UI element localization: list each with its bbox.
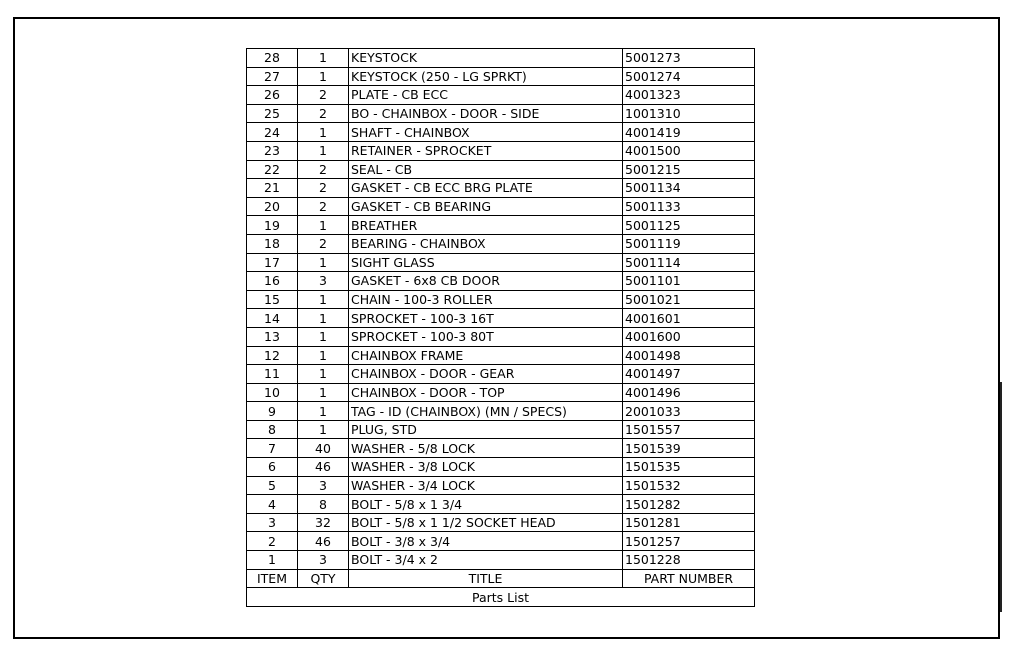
column-header-item: ITEM [247, 569, 298, 588]
cell-item: 19 [247, 216, 298, 235]
table-row [247, 49, 755, 68]
cell-item: 18 [247, 234, 298, 253]
cell-part-number: 5001125 [623, 216, 755, 235]
table-row [247, 476, 755, 495]
cell-part-number: 5001101 [623, 272, 755, 291]
table-row [247, 216, 755, 235]
cell-part-number: 4001497 [623, 365, 755, 384]
cell-part-number: 2001033 [623, 402, 755, 421]
cell-item: 6 [247, 458, 298, 477]
table-row [247, 86, 755, 105]
cell-part-number: 4001601 [623, 309, 755, 328]
cell-qty: 40 [298, 439, 349, 458]
column-header-qty: QTY [298, 569, 349, 588]
cell-item: 13 [247, 327, 298, 346]
cell-title: GASKET - 6x8 CB DOOR [349, 272, 623, 291]
cell-part-number: 4001498 [623, 346, 755, 365]
table-row [247, 160, 755, 179]
cell-item: 17 [247, 253, 298, 272]
table-row [247, 532, 755, 551]
table-caption: Parts List [247, 588, 755, 607]
cell-item: 27 [247, 67, 298, 86]
cell-item: 3 [247, 513, 298, 532]
cell-part-number: 1501557 [623, 420, 755, 439]
table-row [247, 513, 755, 532]
cell-qty: 8 [298, 495, 349, 514]
cell-item: 22 [247, 160, 298, 179]
cell-qty: 2 [298, 160, 349, 179]
cell-part-number: 1501228 [623, 551, 755, 570]
table-row [247, 309, 755, 328]
cell-qty: 1 [298, 216, 349, 235]
cell-part-number: 5001273 [623, 49, 755, 68]
cell-title: PLATE - CB ECC [349, 86, 623, 105]
cell-part-number: 1501282 [623, 495, 755, 514]
table-row [247, 123, 755, 142]
cell-qty: 3 [298, 551, 349, 570]
cell-item: 15 [247, 290, 298, 309]
cell-title: CHAINBOX - DOOR - TOP [349, 383, 623, 402]
cell-qty: 1 [298, 290, 349, 309]
cell-item: 9 [247, 402, 298, 421]
cell-qty: 1 [298, 67, 349, 86]
cell-part-number: 4001323 [623, 86, 755, 105]
cell-item: 25 [247, 104, 298, 123]
cell-title: TAG - ID (CHAINBOX) (MN / SPECS) [349, 402, 623, 421]
table-row [247, 104, 755, 123]
table-row [247, 179, 755, 198]
cell-item: 4 [247, 495, 298, 514]
cell-qty: 3 [298, 476, 349, 495]
cell-title: WASHER - 3/4 LOCK [349, 476, 623, 495]
cell-part-number: 1501257 [623, 532, 755, 551]
cell-qty: 2 [298, 179, 349, 198]
table-row [247, 420, 755, 439]
cell-item: 14 [247, 309, 298, 328]
cell-item: 26 [247, 86, 298, 105]
table-row [247, 327, 755, 346]
frame-edge-mark [1000, 382, 1002, 612]
table-row [247, 402, 755, 421]
cell-item: 23 [247, 141, 298, 160]
cell-part-number: 5001114 [623, 253, 755, 272]
table-row [247, 290, 755, 309]
table-row [247, 234, 755, 253]
cell-title: SIGHT GLASS [349, 253, 623, 272]
cell-part-number: 5001134 [623, 179, 755, 198]
cell-title: WASHER - 5/8 LOCK [349, 439, 623, 458]
cell-item: 28 [247, 49, 298, 68]
cell-part-number: 4001496 [623, 383, 755, 402]
cell-title: KEYSTOCK [349, 49, 623, 68]
table-row [247, 346, 755, 365]
cell-title: CHAINBOX FRAME [349, 346, 623, 365]
cell-item: 21 [247, 179, 298, 198]
cell-item: 16 [247, 272, 298, 291]
table-row [247, 141, 755, 160]
cell-qty: 1 [298, 383, 349, 402]
cell-title: SPROCKET - 100-3 80T [349, 327, 623, 346]
cell-part-number: 5001274 [623, 67, 755, 86]
cell-title: KEYSTOCK (250 - LG SPRKT) [349, 67, 623, 86]
cell-part-number: 5001215 [623, 160, 755, 179]
cell-title: SPROCKET - 100-3 16T [349, 309, 623, 328]
parts-list-body [247, 49, 755, 570]
cell-qty: 46 [298, 532, 349, 551]
cell-qty: 1 [298, 49, 349, 68]
cell-part-number: 4001500 [623, 141, 755, 160]
cell-qty: 2 [298, 234, 349, 253]
cell-qty: 2 [298, 104, 349, 123]
cell-item: 8 [247, 420, 298, 439]
cell-qty: 46 [298, 458, 349, 477]
cell-part-number: 1501535 [623, 458, 755, 477]
cell-title: RETAINER - SPROCKET [349, 141, 623, 160]
cell-qty: 1 [298, 123, 349, 142]
cell-item: 11 [247, 365, 298, 384]
cell-part-number: 4001600 [623, 327, 755, 346]
cell-title: CHAINBOX - DOOR - GEAR [349, 365, 623, 384]
cell-item: 7 [247, 439, 298, 458]
cell-item: 10 [247, 383, 298, 402]
table-row [247, 272, 755, 291]
cell-title: BOLT - 5/8 x 1 1/2 SOCKET HEAD [349, 513, 623, 532]
header-row [247, 569, 755, 588]
cell-qty: 2 [298, 197, 349, 216]
table-row [247, 383, 755, 402]
cell-part-number: 1501539 [623, 439, 755, 458]
cell-title: BO - CHAINBOX - DOOR - SIDE [349, 104, 623, 123]
cell-title: BOLT - 3/4 x 2 [349, 551, 623, 570]
cell-part-number: 5001119 [623, 234, 755, 253]
table-row [247, 365, 755, 384]
table-row [247, 439, 755, 458]
cell-item: 12 [247, 346, 298, 365]
cell-item: 2 [247, 532, 298, 551]
cell-title: BEARING - CHAINBOX [349, 234, 623, 253]
cell-title: PLUG, STD [349, 420, 623, 439]
cell-part-number: 1501532 [623, 476, 755, 495]
cell-part-number: 4001419 [623, 123, 755, 142]
cell-qty: 3 [298, 272, 349, 291]
cell-item: 1 [247, 551, 298, 570]
cell-title: CHAIN - 100-3 ROLLER [349, 290, 623, 309]
column-header-title: TITLE [349, 569, 623, 588]
cell-title: BREATHER [349, 216, 623, 235]
cell-qty: 32 [298, 513, 349, 532]
cell-item: 5 [247, 476, 298, 495]
table-row [247, 67, 755, 86]
cell-qty: 1 [298, 346, 349, 365]
parts-list-table [246, 48, 755, 607]
column-header-part-number: PART NUMBER [623, 569, 755, 588]
table-row [247, 551, 755, 570]
cell-qty: 1 [298, 141, 349, 160]
cell-title: GASKET - CB ECC BRG PLATE [349, 179, 623, 198]
table-row [247, 197, 755, 216]
cell-title: SEAL - CB [349, 160, 623, 179]
cell-qty: 1 [298, 253, 349, 272]
cell-qty: 1 [298, 309, 349, 328]
table-row [247, 458, 755, 477]
cell-title: GASKET - CB BEARING [349, 197, 623, 216]
cell-qty: 1 [298, 365, 349, 384]
cell-qty: 1 [298, 420, 349, 439]
cell-part-number: 1501281 [623, 513, 755, 532]
cell-part-number: 5001133 [623, 197, 755, 216]
cell-qty: 2 [298, 86, 349, 105]
table-row [247, 495, 755, 514]
cell-item: 24 [247, 123, 298, 142]
caption-row [247, 588, 755, 607]
cell-qty: 1 [298, 327, 349, 346]
cell-title: SHAFT - CHAINBOX [349, 123, 623, 142]
cell-item: 20 [247, 197, 298, 216]
cell-qty: 1 [298, 402, 349, 421]
cell-part-number: 1001310 [623, 104, 755, 123]
cell-part-number: 5001021 [623, 290, 755, 309]
table-row [247, 253, 755, 272]
cell-title: WASHER - 3/8 LOCK [349, 458, 623, 477]
cell-title: BOLT - 3/8 x 3/4 [349, 532, 623, 551]
cell-title: BOLT - 5/8 x 1 3/4 [349, 495, 623, 514]
